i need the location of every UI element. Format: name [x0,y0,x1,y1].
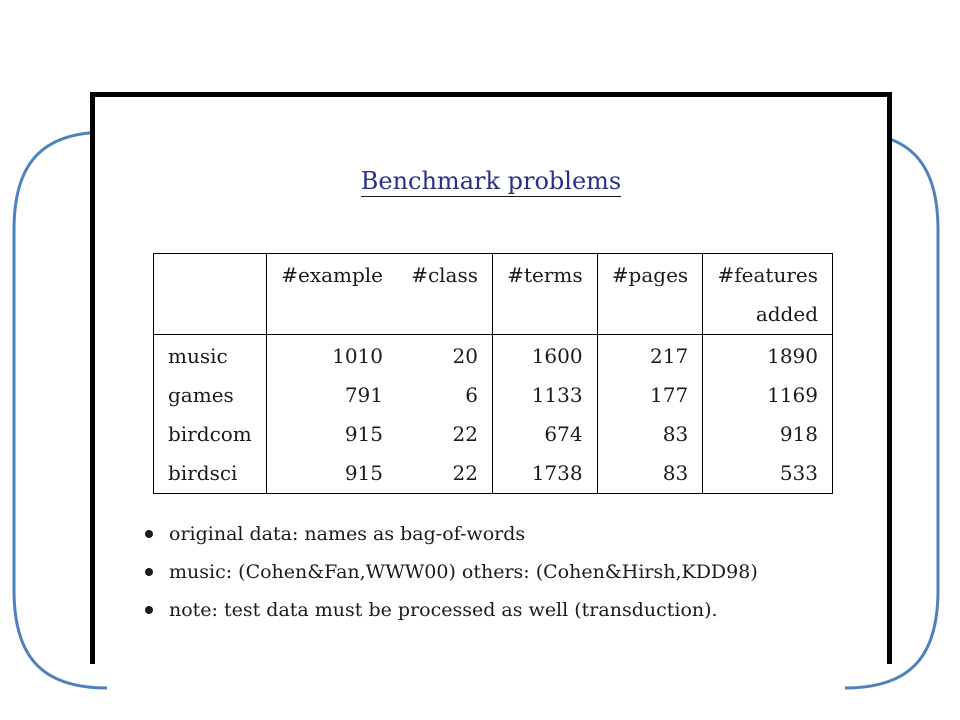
slide-frame [90,92,892,664]
row-name: music [154,335,267,377]
header-cell-pages: #pages [597,254,703,296]
header-cell-blank [154,254,267,296]
slide-title [95,167,887,195]
slide-title-text: Benchmark problems [360,167,622,195]
header-cell-blank-3 [266,295,397,335]
row-pages: 83 [597,454,703,494]
table-row [154,454,833,494]
row-features: 918 [779,422,818,446]
header-cell-class: #class [397,254,492,296]
row-pages: 217 [597,335,703,377]
table-header-row-2 [154,295,833,335]
table-row [154,415,833,454]
row-example: 791 [344,383,384,407]
row-terms: 1600 [493,335,598,377]
header-cell-blank-2 [154,295,267,335]
table-header-row [154,254,833,296]
row-terms: 1133 [493,376,598,415]
row-class: 22 [397,454,492,494]
header-cell-blank-6 [597,295,703,335]
bullet-text: music: (Cohen&Fan,WWW00) others: (Cohen&Hirsh,KDD98) [169,561,758,583]
row-class: 22 [397,415,492,454]
row-class: 20 [397,335,492,377]
row-example: 915 [344,461,384,485]
bullet-text: note: test data must be processed as well (transduction). [169,599,718,621]
table-row [154,335,833,377]
row-pages: 177 [597,376,703,415]
row-features: 1169 [767,383,818,407]
header-cell-features-line2: added [755,302,818,326]
header-cell-example: #example [281,263,384,287]
header-cell-terms: #terms [493,254,598,296]
row-pages: 83 [597,415,703,454]
row-terms: 674 [493,415,598,454]
row-terms: 1738 [493,454,598,494]
bullet-list [139,515,758,629]
row-example: 1010 [332,344,384,368]
bullet-dot-icon [145,530,153,538]
row-name: games [154,376,267,415]
header-cell-blank-5 [493,295,598,335]
row-example: 915 [344,422,384,446]
bullet-dot-icon [145,606,153,614]
row-class: 6 [397,376,492,415]
benchmark-table [153,253,833,494]
table-row [154,376,833,415]
header-cell-blank-4 [397,295,492,335]
row-name: birdcom [154,415,267,454]
bullet-dot-icon [145,568,153,576]
row-features: 1890 [767,344,818,368]
bullet-text: original data: names as bag-of-words [169,523,526,545]
bullet-item [139,591,758,629]
bullet-item [139,553,758,591]
row-features: 533 [779,461,818,485]
header-cell-features: #features [717,263,818,287]
bullet-item [139,515,758,553]
row-name: birdsci [154,454,267,494]
